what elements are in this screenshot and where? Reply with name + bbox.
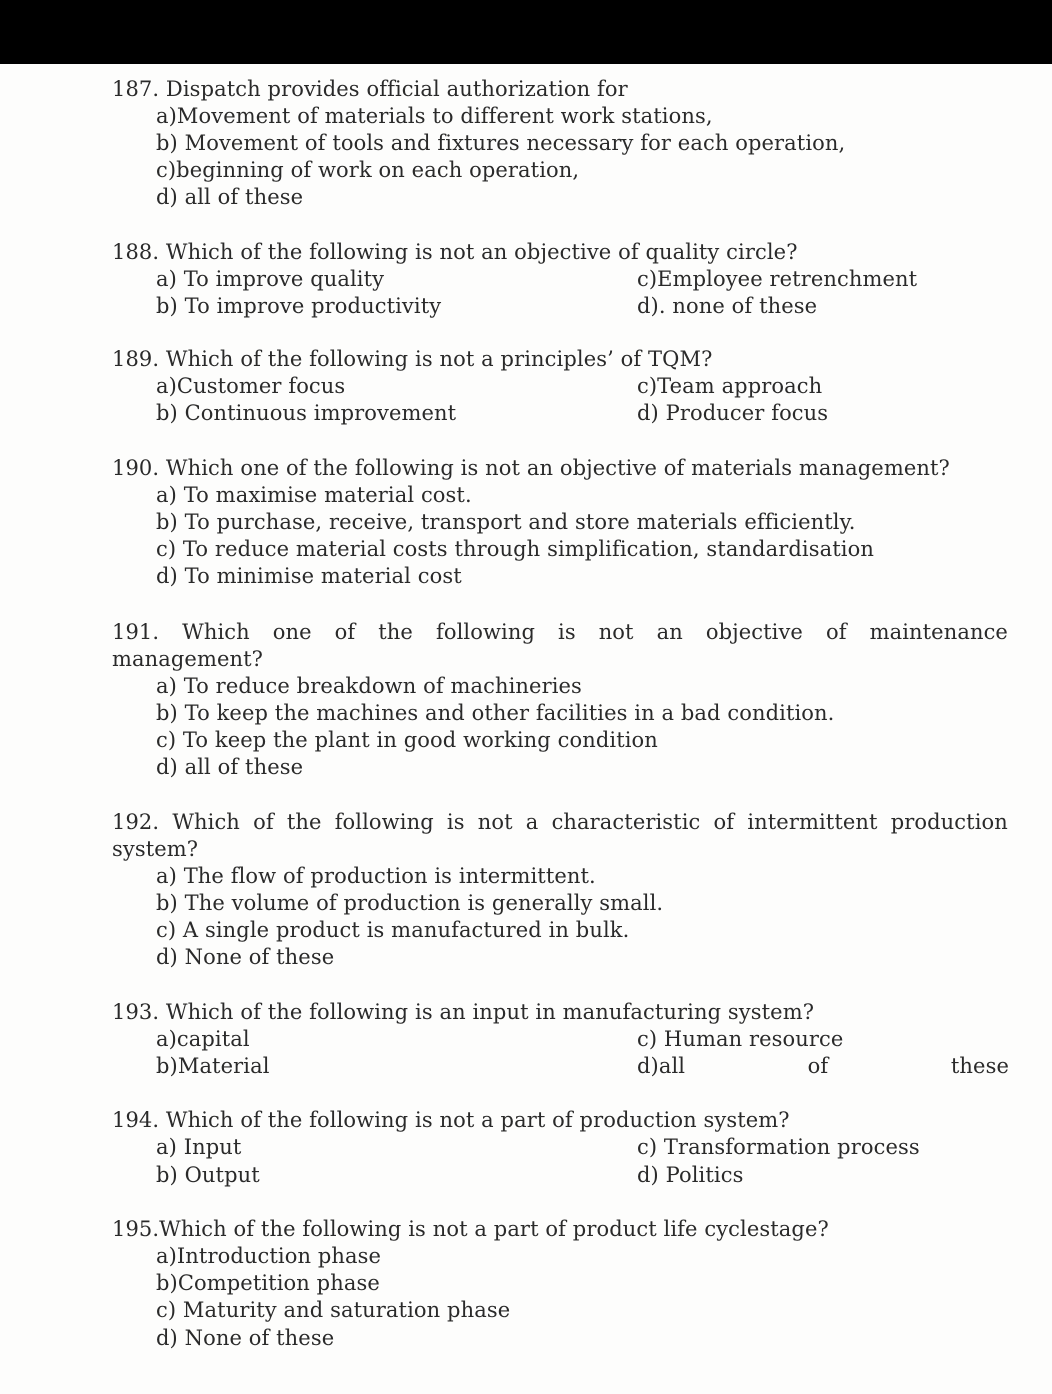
stem-word: a: [525, 810, 539, 834]
option-b: b) Movement of tools and fixtures necessary for each operation,: [156, 131, 846, 155]
stem-word: is: [446, 810, 465, 834]
stem-word: of: [253, 810, 274, 834]
question-stem-continued: system?: [112, 837, 199, 861]
option-b: b) To keep the machines and other facilities in a bad condition.: [156, 701, 835, 725]
option-a: a)Introduction phase: [156, 1244, 382, 1268]
stem-word: the: [378, 620, 413, 644]
option-c: c) To reduce material costs through simplification, standardisation: [156, 537, 874, 561]
option-c: c) To keep the plant in good working condition: [156, 728, 658, 752]
option-d: d) all of these: [156, 755, 304, 779]
option-c: c)Employee retrenchment: [637, 267, 918, 291]
stem-word: of: [825, 620, 847, 644]
question-stem: 189. Which of the following is not a principles’ of TQM?: [112, 347, 713, 371]
option-b: b) To improve productivity: [156, 294, 442, 318]
stem-word: Which: [172, 810, 240, 834]
option-d: d) To minimise material cost: [156, 564, 462, 588]
option-a: a) To reduce breakdown of machineries: [156, 674, 582, 698]
option-b: b)Material: [156, 1054, 270, 1078]
stem-word: the: [286, 810, 322, 834]
stem-word: 192.: [112, 810, 160, 834]
option-d-word: d)all: [637, 1054, 686, 1078]
stem-word: is: [558, 620, 576, 644]
option-d-word: of: [807, 1054, 829, 1078]
question-stem: [112, 619, 1008, 646]
stem-word: of: [334, 620, 356, 644]
option-d-word: these: [950, 1054, 1009, 1078]
stem-word: not: [598, 620, 634, 644]
option-b: b)Competition phase: [156, 1271, 380, 1295]
stem-word: intermittent: [747, 810, 878, 834]
stem-word: of: [713, 810, 735, 834]
stem-word: an: [656, 620, 683, 644]
option-d: d) Politics: [637, 1163, 744, 1187]
option-a: a)Movement of materials to different work stations,: [156, 104, 713, 128]
stem-word: following: [334, 810, 434, 834]
question-stem: 195.Which of the following is not a part of product life cyclestage?: [112, 1217, 829, 1241]
stem-word: Which: [182, 620, 250, 644]
option-c: c) Human resource: [637, 1027, 844, 1051]
option-c: c)Team approach: [637, 374, 823, 398]
question-stem: 187. Dispatch provides official authorization for: [112, 77, 628, 101]
question-stem: [112, 809, 1008, 836]
option-b: b) To purchase, receive, transport and store materials efficiently.: [156, 510, 856, 534]
question-stem-continued: management?: [112, 647, 264, 671]
option-c: c)beginning of work on each operation,: [156, 158, 580, 182]
option-a: a) To improve quality: [156, 267, 385, 291]
option-a: a) To maximise material cost.: [156, 483, 472, 507]
option-b: b) Continuous improvement: [156, 401, 457, 425]
stem-word: 191.: [112, 620, 160, 644]
question-stem: 193. Which of the following is an input in manufacturing system?: [112, 1000, 815, 1024]
stem-word: one: [272, 620, 312, 644]
option-a: a)capital: [156, 1027, 250, 1051]
stem-word: characteristic: [551, 810, 701, 834]
option-b: b) Output: [156, 1163, 260, 1187]
stem-word: not: [477, 810, 513, 834]
option-d: [637, 1053, 1009, 1080]
stem-word: production: [890, 810, 1008, 834]
option-a: a) The flow of production is intermittent.: [156, 864, 596, 888]
option-b: b) The volume of production is generally small.: [156, 891, 664, 915]
option-a: a)Customer focus: [156, 374, 346, 398]
option-d: d) all of these: [156, 185, 304, 209]
option-d: d) None of these: [156, 1326, 335, 1350]
option-c: c) Maturity and saturation phase: [156, 1298, 511, 1322]
question-stem: 190. Which one of the following is not an objective of materials management?: [112, 456, 950, 480]
stem-word: objective: [705, 620, 803, 644]
question-stem: 194. Which of the following is not a part of production system?: [112, 1108, 790, 1132]
option-d: d). none of these: [637, 294, 818, 318]
option-c: c) Transformation process: [637, 1135, 920, 1159]
option-a: a) Input: [156, 1135, 242, 1159]
question-stem: 188. Which of the following is not an objective of quality circle?: [112, 240, 798, 264]
stem-word: maintenance: [869, 620, 1008, 644]
stem-word: following: [435, 620, 536, 644]
option-d: d) None of these: [156, 945, 335, 969]
option-d: d) Producer focus: [637, 401, 829, 425]
option-c: c) A single product is manufactured in bulk.: [156, 918, 630, 942]
